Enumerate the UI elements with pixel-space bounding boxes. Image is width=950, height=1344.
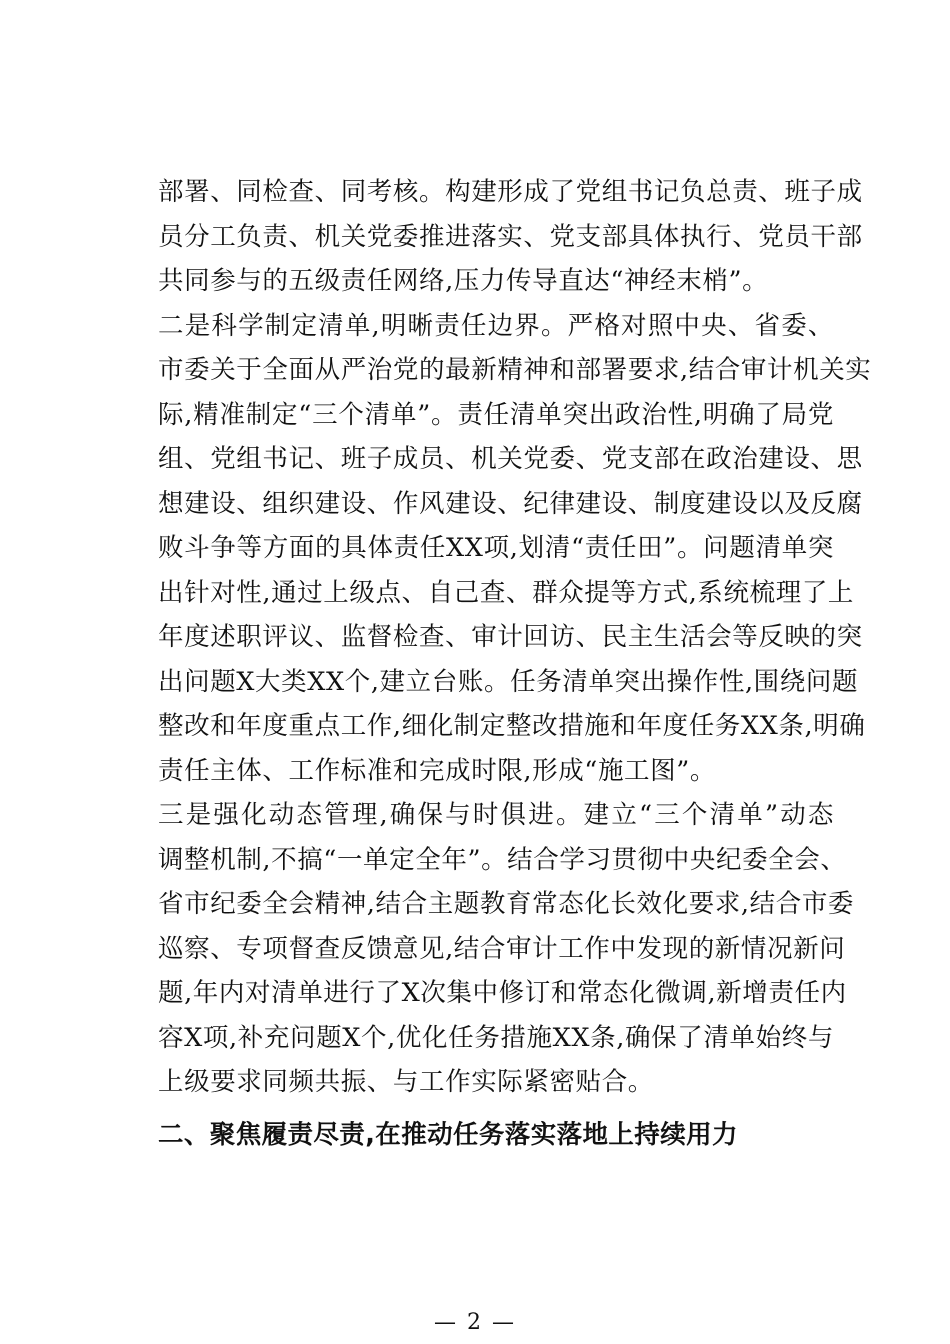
body-line: 巡察、专项督查反馈意见,结合审计工作中发现的新情况新问 <box>158 933 846 964</box>
body-line: 年度述职评议、监督检查、审计回访、民主生活会等反映的突 <box>158 622 863 652</box>
body-line: 题,年内对清单进行了X次集中修订和常态化微调,新增责任内 <box>158 978 847 1008</box>
body-line: 省市纪委全会精神,结合主题教育常态化长效化要求,结合市委 <box>158 889 855 919</box>
body-line: 上级要求同频共振、与工作实际紧密贴合。 <box>158 1067 654 1097</box>
body-line: 组、党组书记、班子成员、机关党委、党支部在政治建设、思 <box>158 444 863 474</box>
page-number: — 2 — <box>434 1310 516 1335</box>
body-line: 员分工负责、机关党委推进落实、党支部具体执行、党员干部 <box>158 221 863 252</box>
body-line: 败斗争等方面的具体责任XX项,划清“责任田”。问题清单突 <box>158 533 834 563</box>
body-line: 出针对性,通过上级点、自己查、群众提等方式,系统梳理了上 <box>158 577 855 608</box>
paragraph-start-line: 二是科学制定清单,明晰责任边界。严格对照中央、省委、 <box>158 310 834 341</box>
body-line: 际,精准制定“三个清单”。责任清单突出政治性,明确了局党 <box>158 399 834 430</box>
body-line: 容X项,补充问题X个,优化任务措施XX条,确保了清单始终与 <box>158 1022 834 1053</box>
body-line: 责任主体、工作标准和完成时限,形成“施工图”。 <box>158 755 716 786</box>
body-text <box>158 170 872 1105</box>
body-line: 调整机制,不搞“一单定全年”。结合学习贯彻中央纪委全会、 <box>158 844 847 875</box>
body-line: 部署、同检查、同考核。构建形成了党组书记负总责、班子成 <box>158 177 863 207</box>
body-line: 出问题X大类XX个,建立台账。任务清单突出操作性,围绕问题 <box>158 666 859 697</box>
body-line: 市委关于全面从严治党的最新精神和部署要求,结合审计机关实 <box>158 355 872 385</box>
section-heading: 二、聚焦履责尽责,在推动任务落实落地上持续用力 <box>158 1120 738 1150</box>
paragraph-start-line: 三是强化动态管理,确保与时俱进。建立“三个清单”动态 <box>158 800 834 830</box>
body-line: 想建设、组织建设、作风建设、纪律建设、制度建设以及反腐 <box>158 488 863 519</box>
body-line: 整改和年度重点工作,细化制定整改措施和年度任务XX条,明确 <box>158 711 866 741</box>
body-line: 共同参与的五级责任网络,压力传导直达“神经末梢”。 <box>158 266 769 296</box>
